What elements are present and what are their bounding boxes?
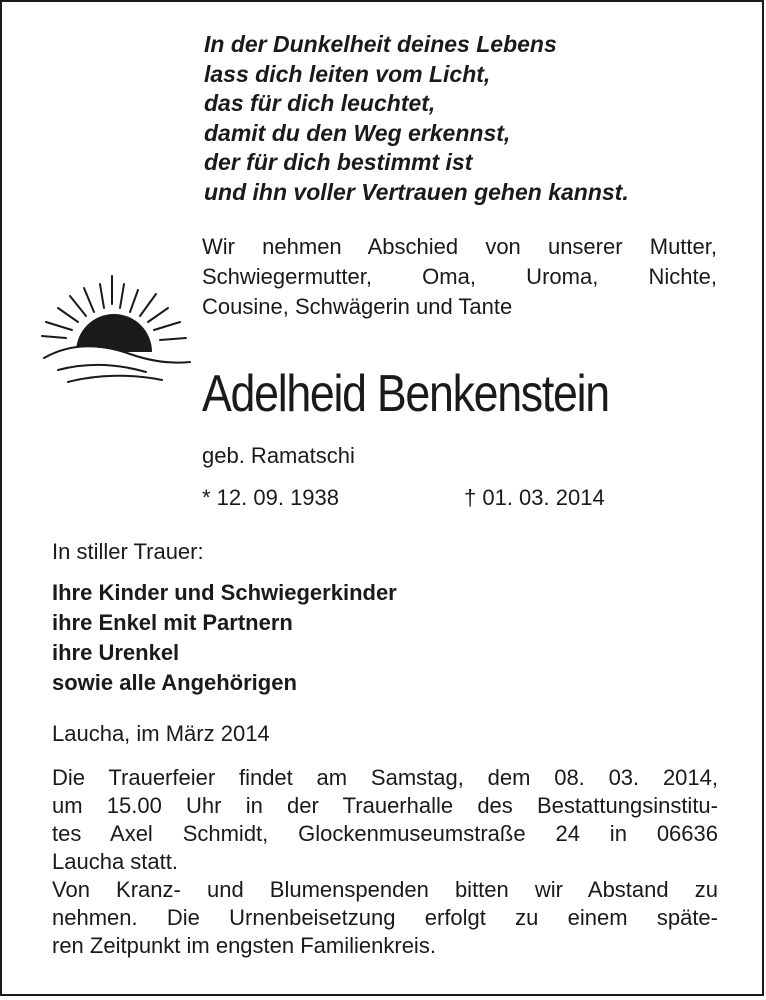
maiden-name: geb. Ramatschi xyxy=(202,443,355,468)
funeral-line: Die Trauerfeier findet am Samstag, dem 08. 03. 2014, xyxy=(52,765,718,790)
mourner-line: ihre Urenkel xyxy=(52,640,180,665)
poem-line: der für dich bestimmt ist xyxy=(204,149,473,175)
mourner-line: ihre Enkel mit Partnern xyxy=(52,610,293,635)
funeral-details xyxy=(52,764,718,960)
mourner-line: Ihre Kinder und Schwiegerkinder xyxy=(52,580,397,605)
sunset-over-hills-icon xyxy=(38,274,194,386)
poem-line: und ihn voller Vertrauen gehen kannst. xyxy=(204,178,629,205)
funeral-line: um 15.00 Uhr in der Trauerhalle des Bestattungsinstitu- xyxy=(52,793,718,818)
deceased-name: Adelheid Benkenstein xyxy=(202,365,609,423)
mourners-heading: In stiller Trauer: xyxy=(52,539,204,564)
poem-line: damit du den Weg erkennst, xyxy=(204,119,511,146)
funeral-line: nehmen. Die Urnenbeisetzung erfolgt zu einem späte- xyxy=(52,905,718,930)
funeral-line: ren Zeitpunkt im engsten Familienkreis. xyxy=(52,933,436,958)
mourner-line: sowie alle Angehörigen xyxy=(52,670,297,695)
birth-date: * 12. 09. 1938 xyxy=(202,485,340,510)
intro-line: Wir nehmen Abschied von unserer Mutter, xyxy=(202,234,717,259)
mourners-list xyxy=(52,578,397,698)
farewell-intro xyxy=(202,232,717,322)
intro-line: Schwiegermutter, Oma, Uroma, Nichte, xyxy=(202,264,717,289)
funeral-line: Von Kranz- und Blumenspenden bitten wir Abstand zu xyxy=(52,877,718,902)
intro-line: Cousine, Schwägerin und Tante xyxy=(202,294,513,319)
poem-line: In der Dunkelheit deines Lebens xyxy=(204,31,557,57)
funeral-line: tes Axel Schmidt, Glockenmuseumstraße 24 in 06636 xyxy=(52,821,718,846)
poem xyxy=(204,30,629,207)
death-date: † 01. 03. 2014 xyxy=(464,485,605,510)
funeral-line: Laucha statt. xyxy=(52,849,178,874)
place-date: Laucha, im März 2014 xyxy=(52,721,270,746)
poem-line: das für dich leuchtet, xyxy=(204,90,436,116)
poem-line: lass dich leiten vom Licht, xyxy=(204,60,491,87)
life-dates xyxy=(202,484,642,512)
